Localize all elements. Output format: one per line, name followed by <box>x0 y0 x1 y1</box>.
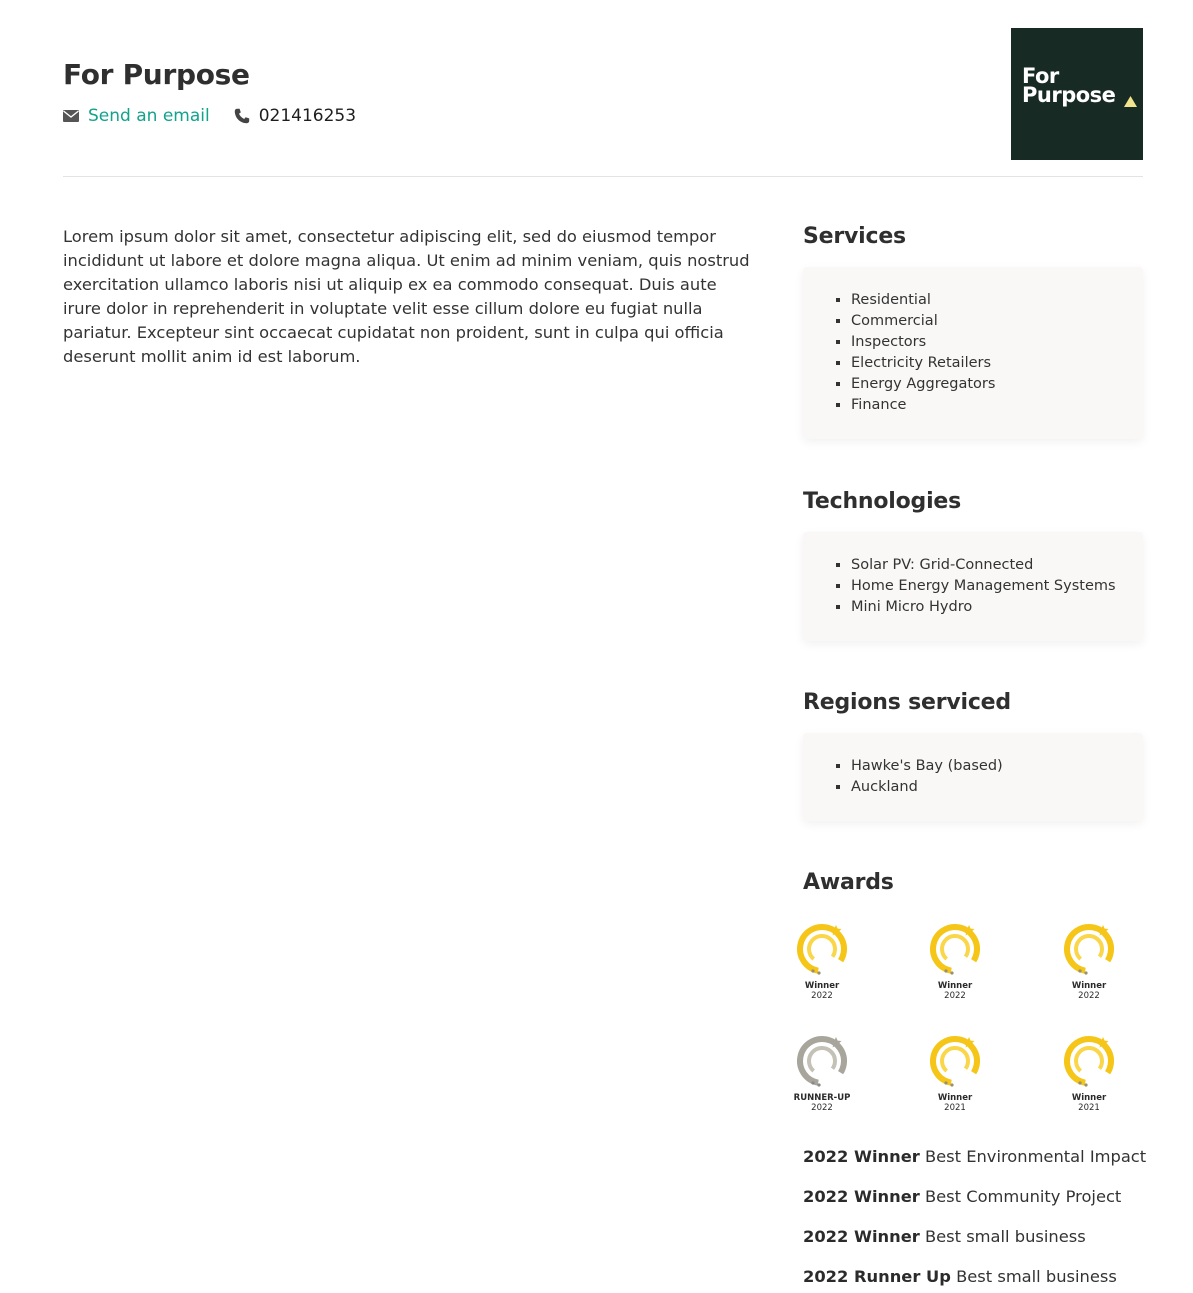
award-badge-year: 2021 <box>944 1103 966 1113</box>
awards-section <box>789 870 1149 1113</box>
technologies-list <box>851 555 1143 618</box>
regions-section <box>803 690 1143 821</box>
technologies-box <box>803 532 1143 641</box>
technologies-section <box>803 489 1143 641</box>
award-badge <box>789 1032 855 1113</box>
award-medal-icon <box>926 1032 984 1090</box>
award-badge-year: 2022 <box>1078 991 1100 1001</box>
services-list <box>851 290 1143 416</box>
award-entry-prefix: 2022 Winner <box>803 1187 920 1206</box>
award-badge-year: 2021 <box>1078 1103 1100 1113</box>
services-heading: Services <box>803 224 906 249</box>
list-item: ▪ Auckland <box>851 777 1143 798</box>
award-entry <box>803 1146 1163 1186</box>
logo-text-line1: For <box>1022 64 1059 88</box>
logo-text-line2: Purpose <box>1022 83 1116 107</box>
company-logo <box>1011 28 1143 160</box>
award-badge-label: Winner <box>804 981 840 991</box>
technologies-heading: Technologies <box>803 489 962 514</box>
award-badge <box>922 920 988 1001</box>
award-entry <box>803 1186 1163 1226</box>
list-item: ▪ Electricity Retailers <box>851 353 1143 374</box>
list-item: ▪ Finance <box>851 395 1143 416</box>
services-box <box>803 267 1143 439</box>
award-badge-label: Winner <box>1071 1093 1107 1103</box>
award-badge <box>922 1032 988 1113</box>
profile-header <box>63 28 1143 177</box>
award-medal-icon <box>1060 920 1118 978</box>
list-item: ▪ Inspectors <box>851 332 1143 353</box>
award-badge-label: Winner <box>937 981 973 991</box>
award-badge-label: Winner <box>937 1093 973 1103</box>
award-entry <box>803 1266 1163 1293</box>
phone-number: 021416253 <box>258 106 357 126</box>
send-email-label: Send an email <box>88 106 210 126</box>
send-email-link[interactable] <box>63 106 210 126</box>
list-item: ▪ Energy Aggregators <box>851 374 1143 395</box>
company-description: Lorem ipsum dolor sit amet, consectetur adipiscing elit, sed do eiusmod tempor incididunt ut labore et dolore magna aliqua. Ut enim ad minim veniam, quis nostrud exercitation ullamco laboris nisi ut aliquip ex ea commodo consequat. Duis aute irure dolor in reprehenderit in voluptate velit esse cillum dolore eu fugiat nulla pariatur. Excepteur sint occaecat cupidatat non proident, sunt in culpa qui officia deserunt mollit anim id est laborum. <box>63 227 750 366</box>
regions-list <box>851 756 1143 798</box>
award-entry <box>803 1226 1163 1266</box>
envelope-icon <box>63 110 79 122</box>
award-medal-icon <box>926 920 984 978</box>
award-badge <box>1056 920 1122 1001</box>
list-item: ▪ Residential <box>851 290 1143 311</box>
award-entry-text: Best Community Project <box>924 1187 1122 1206</box>
list-item: ▪ Solar PV: Grid-Connected <box>851 555 1143 576</box>
phone-contact[interactable] <box>234 106 356 126</box>
list-item: ▪ Home Energy Management Systems <box>851 576 1143 597</box>
award-entry-prefix: 2022 Runner Up <box>803 1267 951 1286</box>
award-entry-prefix: 2022 Winner <box>803 1147 920 1166</box>
award-badge-label: Winner <box>1071 981 1107 991</box>
regions-box <box>803 733 1143 821</box>
award-badge-year: 2022 <box>944 991 966 1001</box>
services-section <box>803 224 1143 439</box>
award-entry-text: Best Environmental Impact <box>924 1147 1147 1166</box>
award-entry-prefix: 2022 Winner <box>803 1227 920 1246</box>
awards-heading: Awards <box>803 870 894 895</box>
awards-list <box>803 1146 1163 1293</box>
logo-triangle-icon <box>1124 96 1137 107</box>
list-item: ▪ Commercial <box>851 311 1143 332</box>
list-item: ▪ Hawke's Bay (based) <box>851 756 1143 777</box>
award-entry-text: Best small business <box>956 1267 1117 1286</box>
award-badge-label: RUNNER-UP <box>793 1093 851 1103</box>
award-badge <box>789 920 855 1001</box>
list-item: ▪ Mini Micro Hydro <box>851 597 1143 618</box>
page-title: For Purpose <box>63 58 250 91</box>
award-badge <box>1056 1032 1122 1113</box>
award-medal-icon <box>1060 1032 1118 1090</box>
award-medal-icon <box>793 1032 851 1090</box>
award-badge-year: 2022 <box>811 1103 833 1113</box>
contact-row <box>63 106 356 126</box>
regions-heading: Regions serviced <box>803 690 1011 715</box>
award-medal-icon <box>793 920 851 978</box>
award-entry-text: Best small business <box>924 1227 1086 1246</box>
award-badge-year: 2022 <box>811 991 833 1001</box>
phone-icon <box>234 108 250 124</box>
